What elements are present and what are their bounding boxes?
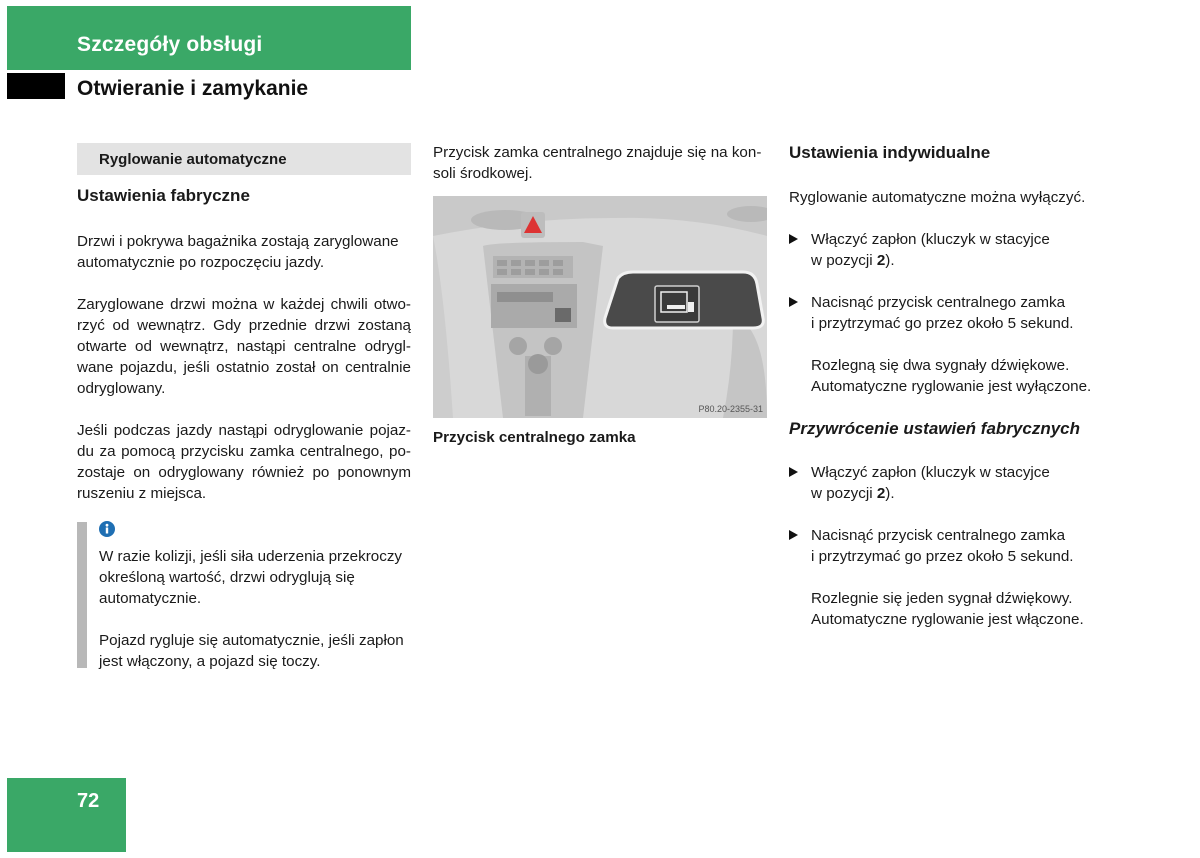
page-number: 72 xyxy=(77,790,100,812)
info-note-collision: W razie kolizji, jeśli siła uderzenia przekroczy określoną wartość, drzwi odryglują się automatycznie. xyxy=(99,548,403,607)
topic-title: Ryglowanie automatyczne xyxy=(99,151,287,168)
bullet-arrow-icon xyxy=(789,467,798,477)
bullet-arrow-icon xyxy=(789,530,798,540)
center-console-illustration xyxy=(433,196,767,418)
page-number-band xyxy=(7,778,126,852)
disable-intro: Ryglowanie automatyczne można wyłączyć. xyxy=(789,189,1086,206)
info-note-rolling: Pojazd rygluje się automatycznie, jeśli zapłon jest włączony, a pojazd się toczy. xyxy=(99,632,404,670)
photo-code: P80.20-2355-31 xyxy=(698,404,763,414)
photo-caption: Przycisk centralnego zamka xyxy=(433,429,636,446)
paragraph-unlock-inside: Zaryglowane drzwi można w każdej chwili otwo- rzyć od wewnątrz. Gdy przednie drzwi zostaną otwarte od wewnątrz, nastąpi centralne odrygl- wane pojazdu, jeśli ostatnio został on centralnie odryglowany. xyxy=(77,296,411,397)
topic-box xyxy=(77,143,411,175)
factory-settings-heading: Ustawienia fabryczne xyxy=(77,186,250,205)
result-enabled: Rozlegnie się jeden sygnał dźwiękowy. Automatyczne ryglowanie jest włączone. xyxy=(811,590,1084,628)
paragraph-driving-unlock: Jeśli podczas jazdy nastąpi odryglowanie pojaz- du za pomocą przycisku zamka centralnego, po- zostaje on odryglowany również po ponownym ruszeniu z miejsca. xyxy=(77,422,411,502)
page-title: Otwieranie i zamykanie xyxy=(77,77,309,100)
paragraph-auto-lock: Drzwi i pokrywa bagażnika zostają zaryglowane automatycznie po rozpoczęciu jazdy. xyxy=(77,233,399,271)
section-marker xyxy=(7,73,65,99)
info-icon xyxy=(99,521,115,537)
button-location-text: Przycisk zamka centralnego znajduje się na kon- soli środkowej. xyxy=(433,144,762,182)
restore-factory-heading: Przywrócenie ustawień fabrycznych xyxy=(789,419,1080,438)
bullet-arrow-icon xyxy=(789,297,798,307)
info-bar xyxy=(77,522,87,668)
individual-settings-heading: Ustawienia indywidualne xyxy=(789,143,991,162)
result-disabled: Rozlegną się dwa sygnały dźwiękowe. Automatyczne ryglowanie jest wyłączone. xyxy=(811,357,1092,395)
section-title: Szczegóły obsługi xyxy=(77,33,263,56)
bullet-arrow-icon xyxy=(789,234,798,244)
